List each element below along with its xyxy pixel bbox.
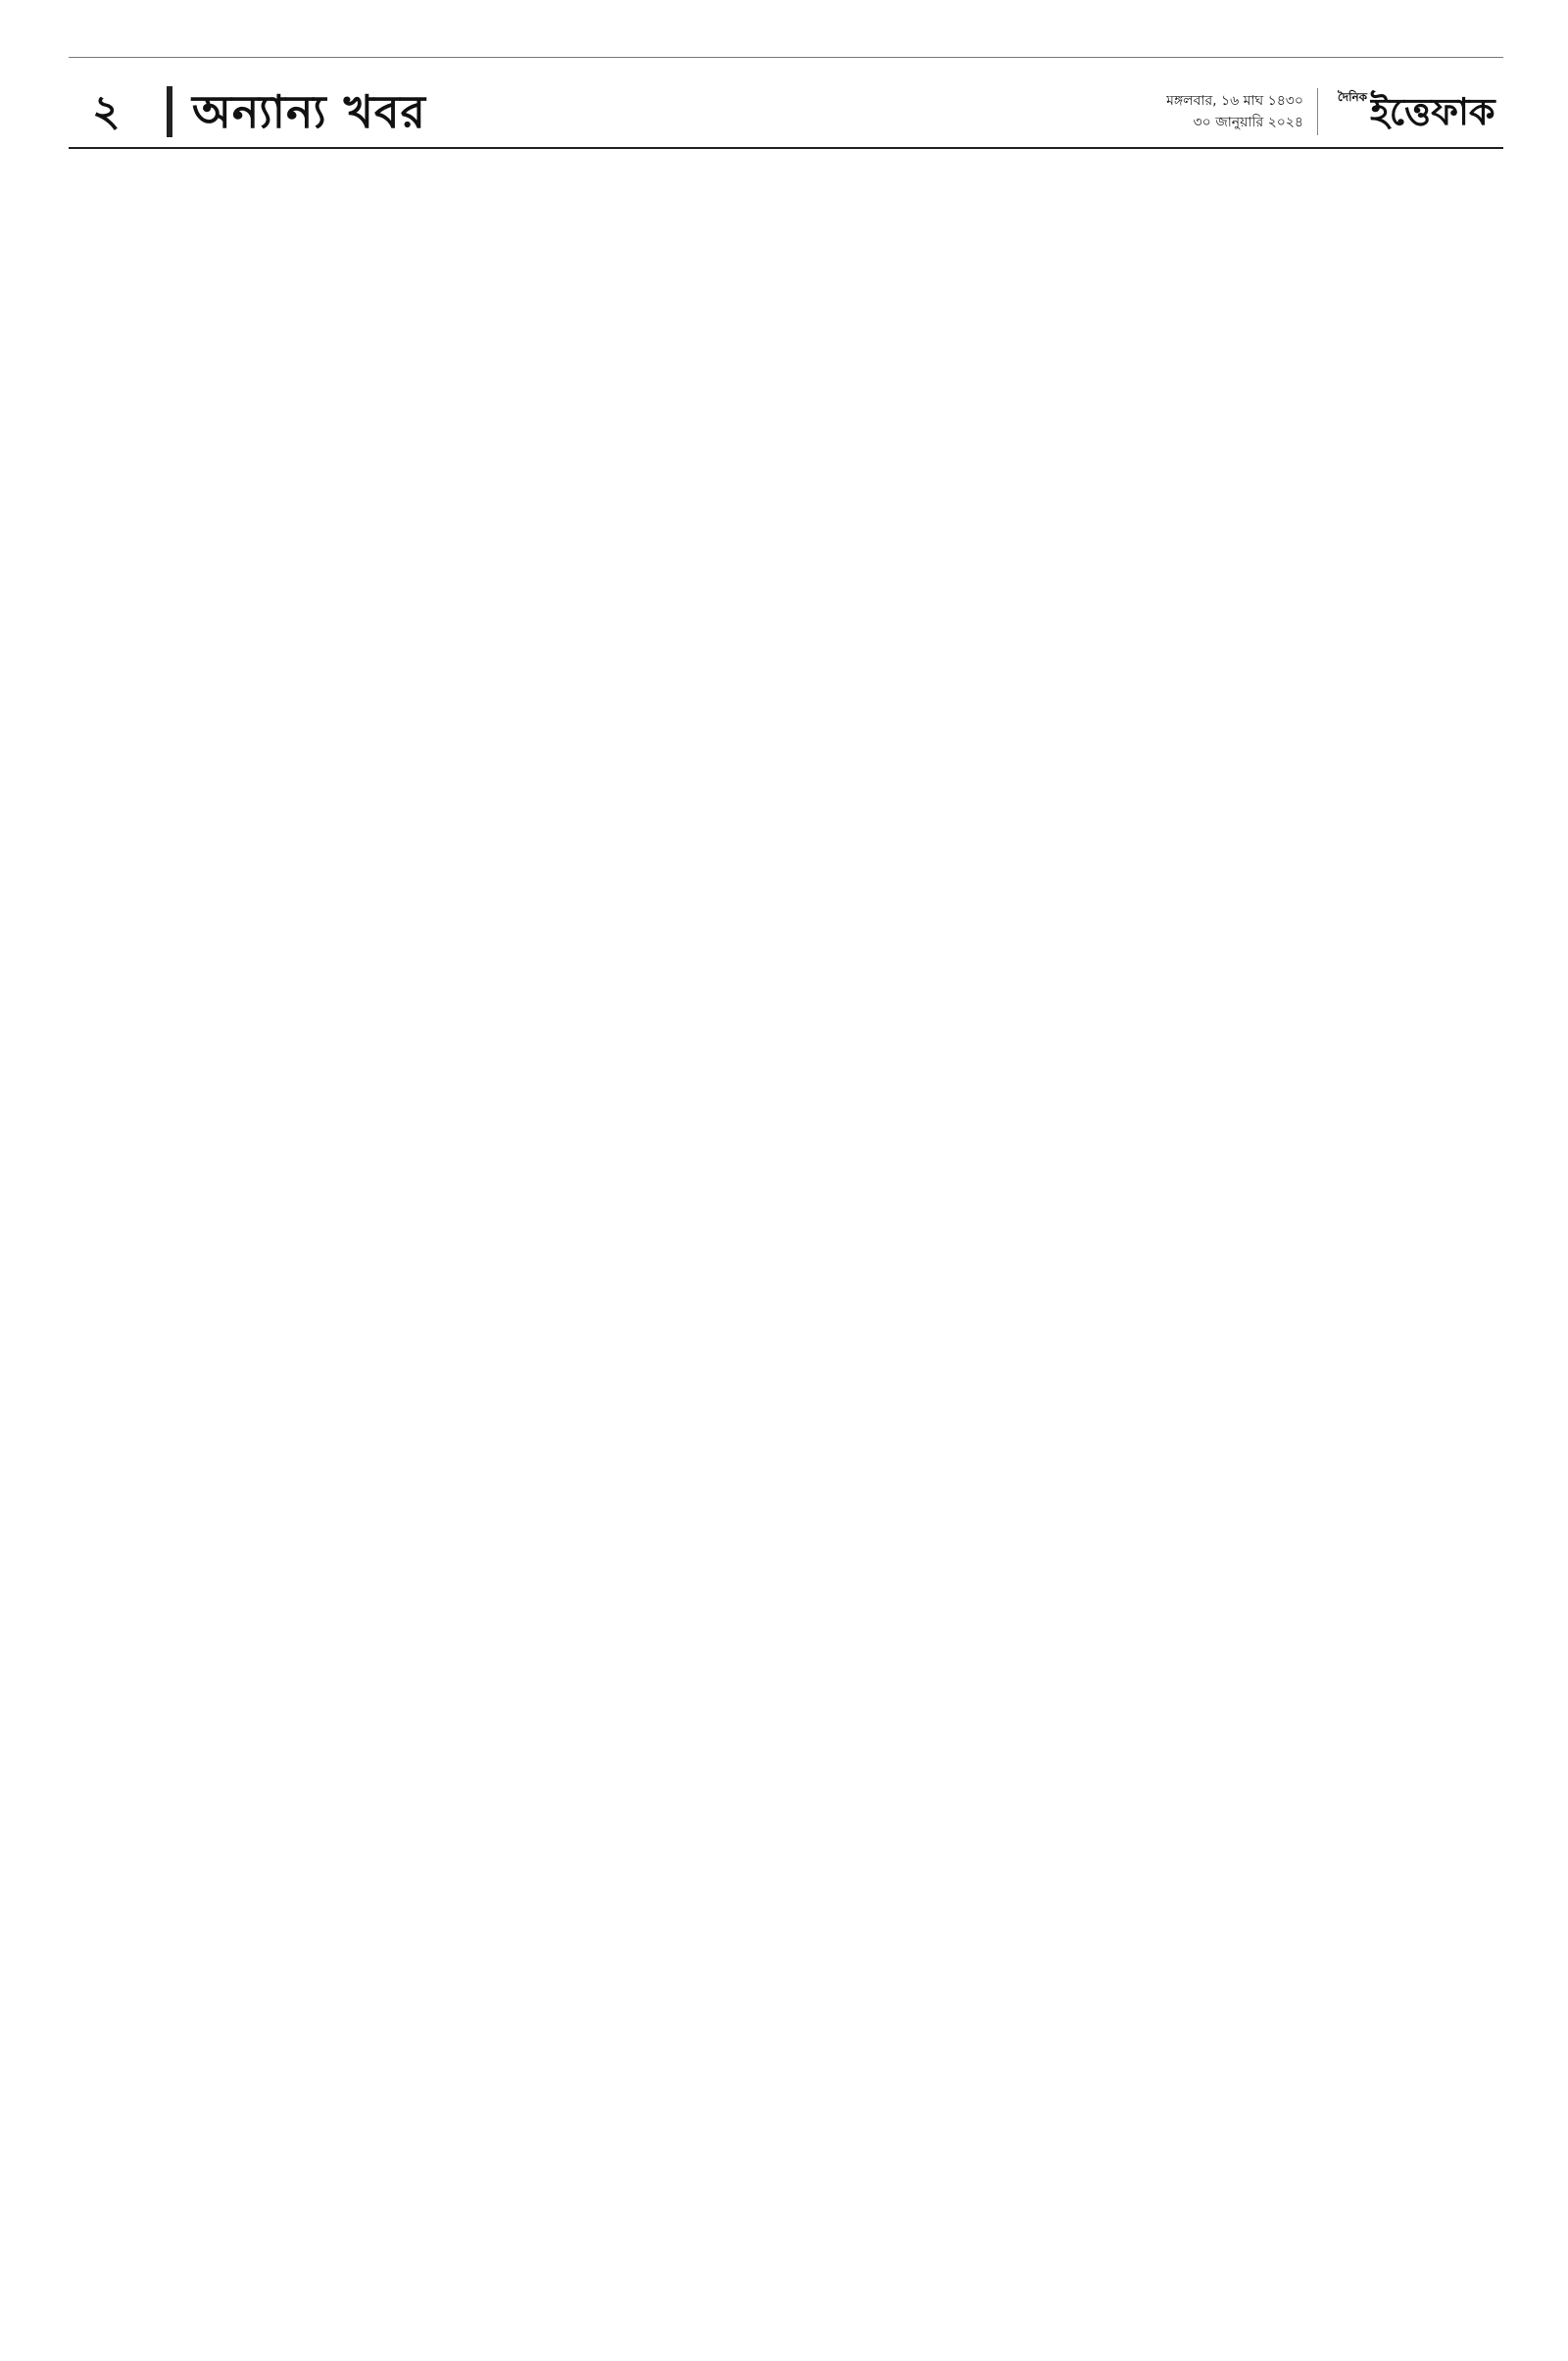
newspaper-logo — [1333, 84, 1503, 139]
logo-name: ইত্তেফাক — [1370, 89, 1495, 133]
masthead-date — [1098, 90, 1303, 133]
date-bangla: মঙ্গলবার, ১৬ মাঘ ১৪৩০ — [1166, 93, 1303, 109]
logo-divider — [1317, 88, 1318, 135]
masthead-rule — [69, 147, 1503, 149]
logo-small-text: দৈনিক — [1337, 90, 1368, 104]
masthead — [69, 84, 1503, 139]
date-english: ৩০ জানুয়ারি ২০২৪ — [1193, 115, 1303, 130]
page-number: ২ — [92, 86, 121, 136]
top-rule — [69, 57, 1503, 58]
section-title: অন্যান্য খবর — [192, 85, 426, 138]
masthead-divider — [167, 86, 172, 137]
